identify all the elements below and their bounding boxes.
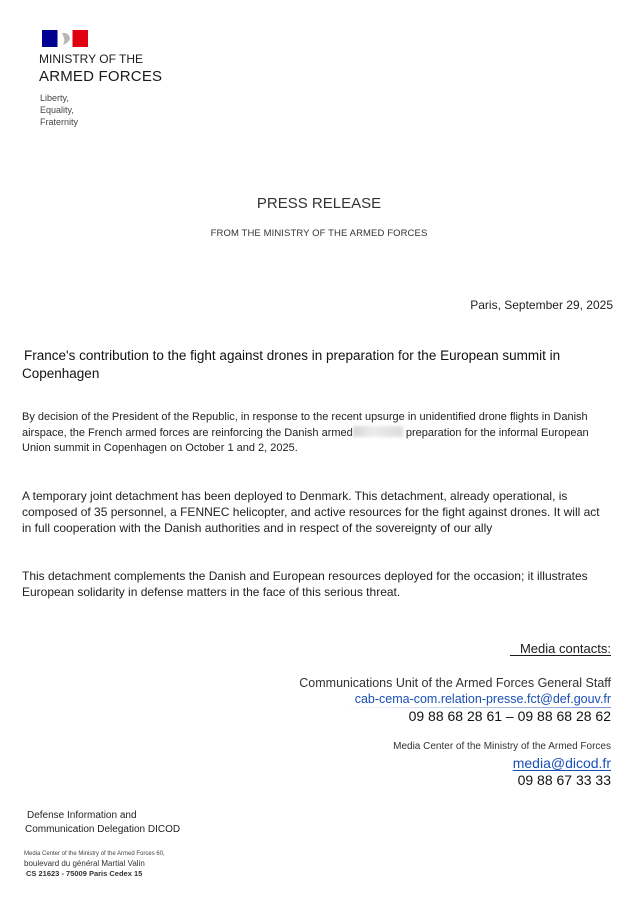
ministry-line-2: ARMED FORCES xyxy=(39,68,163,85)
paragraph-2: A temporary joint detachment has been deployed to Denmark. This detachment, already operational, is composed of 35 personnel, a FENNEC helicopter, and active resources for the fight against drones. It will act in full cooperation with the Danish authorities and in respect of the sovereignty of our ally xyxy=(22,489,600,535)
comm-unit-email-link[interactable]: cab-cema-com.relation-presse.fct@def.gouv.fr xyxy=(354,692,611,706)
dateline: Paris, September 29, 2025 xyxy=(470,298,613,312)
republic-motto xyxy=(40,92,78,128)
paragraph-1-end: preparation for the informal European Union summit in Copenhagen on October 1 and 2, 2025. xyxy=(22,426,589,454)
flag-red-band xyxy=(73,30,89,47)
press-release-subtitle: FROM THE MINISTRY OF THE ARMED FORCES xyxy=(210,228,428,239)
ministry-line-1: MINISTRY OF THE xyxy=(39,52,144,66)
paragraph-1 xyxy=(22,410,612,457)
media-contacts-text: Media contacts: xyxy=(519,641,611,656)
media-center-name: Media Center of the Ministry of the Armed Forces xyxy=(393,741,611,752)
motto-liberty: Liberty, xyxy=(40,93,69,103)
comm-unit-phone: 09 88 68 28 61 – 09 88 68 28 62 xyxy=(408,708,611,724)
motto-equality: Equality, xyxy=(40,105,74,115)
media-center-phone: 09 88 67 33 33 xyxy=(517,772,611,788)
paragraph-1-start: By decision of the President of the Republic, in response to the recent upsurge in unidentified drone flights in Danish airspace, the French armed forces are reinforcing the Danish armed xyxy=(22,411,588,439)
flag-blue-band xyxy=(42,30,58,47)
headline: France's contribution to the fight against drones in preparation for the European summit in Copenhagen xyxy=(22,348,561,381)
motto-fraternity: Fraternity xyxy=(40,117,79,127)
footer-org-line-2: Communication Delegation DICOD xyxy=(25,824,181,835)
footer-org xyxy=(27,809,180,837)
footer-address-line-1: Media Center of the Ministry of the Armed Forces 60, xyxy=(24,851,165,857)
paragraph-3: This detachment complements the Danish and European resources deployed for the occasion; it illustrates European solidarity in defense matters in the face of this serious threat. xyxy=(22,569,588,599)
redacted-blur xyxy=(353,426,403,437)
underline-lead xyxy=(510,655,520,656)
press-release-title: PRESS RELEASE xyxy=(256,195,382,212)
french-flag-marianne-icon xyxy=(42,30,88,47)
media-contacts-label xyxy=(510,641,611,656)
footer-address-line-3: CS 21623 - 75009 Paris Cedex 15 xyxy=(26,869,143,878)
footer-org-line-1: Defense Information and xyxy=(27,810,137,821)
footer-address-line-2: boulevard du général Martial Valin xyxy=(24,859,145,868)
comm-unit-name: Communications Unit of the Armed Forces General Staff xyxy=(299,676,611,690)
footer-address xyxy=(24,850,165,878)
media-center-email-link[interactable]: media@dicod.fr xyxy=(512,755,611,771)
